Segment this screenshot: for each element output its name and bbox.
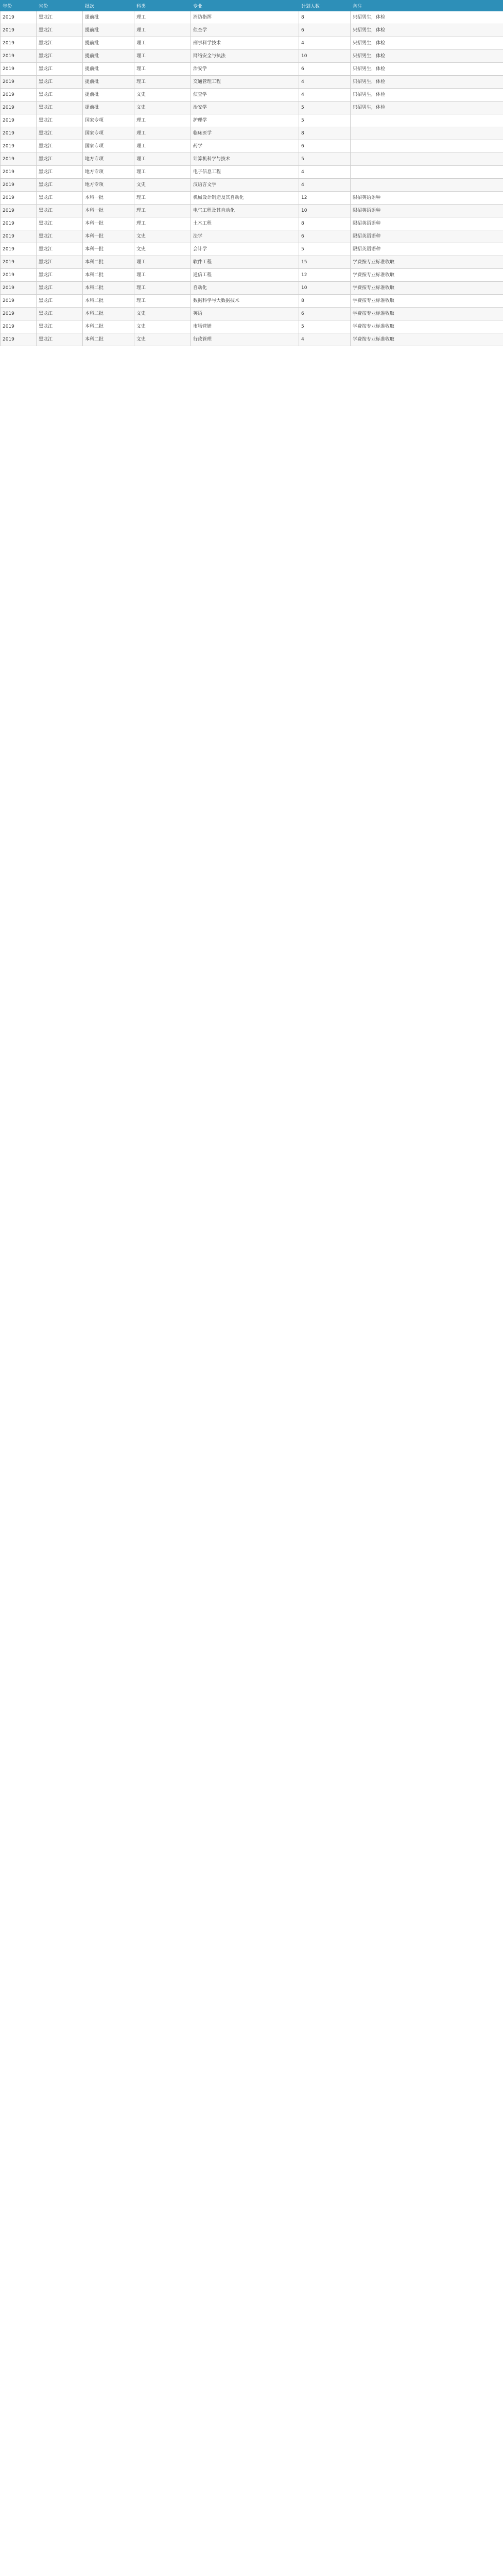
- cell-category: 理工: [134, 217, 191, 230]
- cell-remarks: 只招男生，体检: [351, 50, 503, 63]
- cell-remarks: 只招男生，体检: [351, 76, 503, 89]
- cell-year: 2019: [1, 308, 37, 320]
- cell-plan-count: 4: [299, 89, 351, 101]
- cell-category: 文史: [134, 230, 191, 243]
- cell-category: 文史: [134, 308, 191, 320]
- cell-remarks: 学费按专业标准收取: [351, 320, 503, 333]
- table-row: [1, 153, 503, 166]
- cell-batch: 国家专项: [83, 140, 134, 153]
- table-header: [1, 1, 503, 11]
- table-row: [1, 11, 503, 24]
- table-row: [1, 89, 503, 101]
- cell-category: 理工: [134, 256, 191, 269]
- cell-batch: 地方专项: [83, 153, 134, 166]
- cell-category: 理工: [134, 140, 191, 153]
- cell-remarks: 学费按专业标准收取: [351, 282, 503, 295]
- cell-province: 黑龙江: [37, 140, 83, 153]
- cell-remarks: 学费按专业标准收取: [351, 333, 503, 346]
- cell-plan-count: 10: [299, 205, 351, 217]
- header-remarks: 备注: [351, 1, 503, 11]
- cell-remarks: [351, 153, 503, 166]
- cell-major: 网络安全与执法: [191, 50, 299, 63]
- table-row: [1, 179, 503, 192]
- cell-category: 理工: [134, 295, 191, 308]
- cell-category: 文史: [134, 179, 191, 192]
- cell-major: 法学: [191, 230, 299, 243]
- cell-batch: 提前批: [83, 37, 134, 50]
- table-row: [1, 320, 503, 333]
- header-major: 专业: [191, 1, 299, 11]
- cell-year: 2019: [1, 153, 37, 166]
- table-body: [1, 11, 503, 346]
- cell-batch: 本科二批: [83, 333, 134, 346]
- cell-province: 黑龙江: [37, 50, 83, 63]
- cell-plan-count: 8: [299, 11, 351, 24]
- cell-category: 理工: [134, 166, 191, 179]
- cell-plan-count: 6: [299, 308, 351, 320]
- cell-province: 黑龙江: [37, 333, 83, 346]
- cell-plan-count: 8: [299, 295, 351, 308]
- cell-batch: 本科二批: [83, 320, 134, 333]
- cell-plan-count: 8: [299, 127, 351, 140]
- cell-major: 治安学: [191, 101, 299, 114]
- cell-category: 理工: [134, 282, 191, 295]
- cell-year: 2019: [1, 333, 37, 346]
- cell-major: 自动化: [191, 282, 299, 295]
- cell-province: 黑龙江: [37, 63, 83, 76]
- cell-plan-count: 6: [299, 230, 351, 243]
- cell-province: 黑龙江: [37, 192, 83, 205]
- cell-batch: 本科一批: [83, 243, 134, 256]
- cell-province: 黑龙江: [37, 179, 83, 192]
- cell-major: 英语: [191, 308, 299, 320]
- cell-plan-count: 5: [299, 101, 351, 114]
- cell-province: 黑龙江: [37, 320, 83, 333]
- cell-batch: 提前批: [83, 63, 134, 76]
- cell-year: 2019: [1, 179, 37, 192]
- cell-remarks: 只招男生，体检: [351, 24, 503, 37]
- cell-batch: 地方专项: [83, 166, 134, 179]
- cell-year: 2019: [1, 217, 37, 230]
- cell-category: 理工: [134, 205, 191, 217]
- cell-category: 理工: [134, 50, 191, 63]
- cell-year: 2019: [1, 50, 37, 63]
- cell-year: 2019: [1, 282, 37, 295]
- table-row: [1, 333, 503, 346]
- table-row: [1, 269, 503, 282]
- cell-batch: 提前批: [83, 76, 134, 89]
- cell-province: 黑龙江: [37, 11, 83, 24]
- cell-remarks: 只招男生，体检: [351, 101, 503, 114]
- table-row: [1, 217, 503, 230]
- cell-plan-count: 4: [299, 166, 351, 179]
- cell-year: 2019: [1, 37, 37, 50]
- cell-province: 黑龙江: [37, 89, 83, 101]
- cell-category: 文史: [134, 101, 191, 114]
- cell-remarks: 只招男生，体检: [351, 37, 503, 50]
- table-row: [1, 166, 503, 179]
- cell-province: 黑龙江: [37, 282, 83, 295]
- table-row: [1, 50, 503, 63]
- cell-year: 2019: [1, 89, 37, 101]
- cell-category: 理工: [134, 63, 191, 76]
- cell-major: 机械设计制造及其自动化: [191, 192, 299, 205]
- cell-year: 2019: [1, 127, 37, 140]
- cell-major: 药学: [191, 140, 299, 153]
- cell-year: 2019: [1, 140, 37, 153]
- cell-batch: 本科二批: [83, 269, 134, 282]
- enrollment-plan-table: [0, 0, 503, 346]
- cell-remarks: 学费按专业标准收取: [351, 295, 503, 308]
- cell-plan-count: 4: [299, 76, 351, 89]
- cell-year: 2019: [1, 243, 37, 256]
- cell-province: 黑龙江: [37, 230, 83, 243]
- cell-category: 文史: [134, 333, 191, 346]
- table-row: [1, 24, 503, 37]
- cell-plan-count: 4: [299, 37, 351, 50]
- cell-category: 理工: [134, 153, 191, 166]
- header-batch: 批次: [83, 1, 134, 11]
- cell-batch: 本科二批: [83, 256, 134, 269]
- cell-year: 2019: [1, 192, 37, 205]
- cell-province: 黑龙江: [37, 243, 83, 256]
- cell-remarks: 只招男生，体检: [351, 11, 503, 24]
- table-row: [1, 140, 503, 153]
- cell-province: 黑龙江: [37, 76, 83, 89]
- cell-remarks: 限招英语语种: [351, 192, 503, 205]
- table-row: [1, 295, 503, 308]
- cell-plan-count: 8: [299, 217, 351, 230]
- cell-province: 黑龙江: [37, 114, 83, 127]
- table-row: [1, 192, 503, 205]
- cell-remarks: 学费按专业标准收取: [351, 269, 503, 282]
- cell-major: 市场营销: [191, 320, 299, 333]
- cell-category: 理工: [134, 269, 191, 282]
- table-row: [1, 76, 503, 89]
- cell-remarks: 学费按专业标准收取: [351, 308, 503, 320]
- cell-batch: 本科一批: [83, 230, 134, 243]
- cell-year: 2019: [1, 205, 37, 217]
- cell-year: 2019: [1, 101, 37, 114]
- cell-province: 黑龙江: [37, 308, 83, 320]
- cell-remarks: 限招英语语种: [351, 230, 503, 243]
- cell-major: 软件工程: [191, 256, 299, 269]
- cell-year: 2019: [1, 230, 37, 243]
- table-row: [1, 114, 503, 127]
- table-row: [1, 205, 503, 217]
- cell-remarks: [351, 179, 503, 192]
- table-row: [1, 243, 503, 256]
- cell-batch: 提前批: [83, 101, 134, 114]
- cell-remarks: 限招英语语种: [351, 243, 503, 256]
- cell-major: 电子信息工程: [191, 166, 299, 179]
- cell-remarks: [351, 114, 503, 127]
- cell-category: 理工: [134, 24, 191, 37]
- cell-year: 2019: [1, 11, 37, 24]
- cell-plan-count: 12: [299, 192, 351, 205]
- cell-year: 2019: [1, 269, 37, 282]
- cell-major: 计算机科学与技术: [191, 153, 299, 166]
- cell-year: 2019: [1, 295, 37, 308]
- cell-batch: 本科一批: [83, 205, 134, 217]
- header-plan-count: 计划人数: [299, 1, 351, 11]
- cell-batch: 提前批: [83, 24, 134, 37]
- cell-batch: 提前批: [83, 50, 134, 63]
- cell-category: 理工: [134, 37, 191, 50]
- cell-batch: 本科二批: [83, 282, 134, 295]
- cell-batch: 本科二批: [83, 308, 134, 320]
- cell-major: 汉语言文学: [191, 179, 299, 192]
- cell-province: 黑龙江: [37, 166, 83, 179]
- cell-plan-count: 5: [299, 153, 351, 166]
- cell-remarks: [351, 140, 503, 153]
- cell-year: 2019: [1, 24, 37, 37]
- table-row: [1, 230, 503, 243]
- cell-plan-count: 5: [299, 114, 351, 127]
- cell-plan-count: 12: [299, 269, 351, 282]
- header-province: 省份: [37, 1, 83, 11]
- cell-batch: 国家专项: [83, 114, 134, 127]
- cell-plan-count: 10: [299, 50, 351, 63]
- cell-province: 黑龙江: [37, 295, 83, 308]
- cell-major: 行政管理: [191, 333, 299, 346]
- cell-year: 2019: [1, 76, 37, 89]
- table-row: [1, 101, 503, 114]
- cell-year: 2019: [1, 256, 37, 269]
- cell-major: 交通管理工程: [191, 76, 299, 89]
- cell-remarks: 只招男生，体检: [351, 89, 503, 101]
- cell-province: 黑龙江: [37, 37, 83, 50]
- cell-plan-count: 10: [299, 282, 351, 295]
- cell-plan-count: 6: [299, 140, 351, 153]
- table-row: [1, 63, 503, 76]
- cell-province: 黑龙江: [37, 24, 83, 37]
- cell-province: 黑龙江: [37, 101, 83, 114]
- cell-category: 理工: [134, 76, 191, 89]
- cell-major: 土木工程: [191, 217, 299, 230]
- cell-batch: 本科二批: [83, 295, 134, 308]
- cell-plan-count: 6: [299, 63, 351, 76]
- cell-category: 文史: [134, 320, 191, 333]
- cell-remarks: [351, 166, 503, 179]
- cell-plan-count: 5: [299, 320, 351, 333]
- cell-province: 黑龙江: [37, 256, 83, 269]
- cell-province: 黑龙江: [37, 153, 83, 166]
- header-row: [1, 1, 503, 11]
- cell-category: 理工: [134, 114, 191, 127]
- cell-year: 2019: [1, 320, 37, 333]
- cell-category: 理工: [134, 11, 191, 24]
- cell-batch: 提前批: [83, 89, 134, 101]
- cell-year: 2019: [1, 63, 37, 76]
- cell-category: 理工: [134, 192, 191, 205]
- cell-remarks: 学费按专业标准收取: [351, 256, 503, 269]
- cell-major: 治安学: [191, 63, 299, 76]
- cell-major: 侦查学: [191, 89, 299, 101]
- cell-year: 2019: [1, 114, 37, 127]
- cell-major: 电气工程及其自动化: [191, 205, 299, 217]
- cell-batch: 国家专项: [83, 127, 134, 140]
- cell-major: 刑事科学技术: [191, 37, 299, 50]
- header-category: 科类: [134, 1, 191, 11]
- cell-province: 黑龙江: [37, 217, 83, 230]
- table-row: [1, 308, 503, 320]
- cell-province: 黑龙江: [37, 205, 83, 217]
- cell-major: 数据科学与大数据技术: [191, 295, 299, 308]
- cell-major: 护理学: [191, 114, 299, 127]
- cell-remarks: 限招英语语种: [351, 217, 503, 230]
- cell-plan-count: 15: [299, 256, 351, 269]
- table-row: [1, 127, 503, 140]
- cell-major: 会计学: [191, 243, 299, 256]
- table-row: [1, 256, 503, 269]
- cell-province: 黑龙江: [37, 127, 83, 140]
- cell-plan-count: 4: [299, 179, 351, 192]
- header-year: 年份: [1, 1, 37, 11]
- cell-remarks: 只招男生，体检: [351, 63, 503, 76]
- cell-category: 文史: [134, 243, 191, 256]
- cell-batch: 本科一批: [83, 217, 134, 230]
- table-row: [1, 37, 503, 50]
- cell-batch: 本科一批: [83, 192, 134, 205]
- cell-major: 通信工程: [191, 269, 299, 282]
- cell-year: 2019: [1, 166, 37, 179]
- cell-plan-count: 5: [299, 243, 351, 256]
- table-row: [1, 282, 503, 295]
- cell-major: 侦查学: [191, 24, 299, 37]
- cell-major: 临床医学: [191, 127, 299, 140]
- cell-batch: 提前批: [83, 11, 134, 24]
- cell-major: 消防指挥: [191, 11, 299, 24]
- cell-remarks: 限招英语语种: [351, 205, 503, 217]
- cell-remarks: [351, 127, 503, 140]
- cell-category: 理工: [134, 127, 191, 140]
- cell-batch: 地方专项: [83, 179, 134, 192]
- cell-plan-count: 6: [299, 24, 351, 37]
- cell-plan-count: 4: [299, 333, 351, 346]
- cell-category: 文史: [134, 89, 191, 101]
- cell-province: 黑龙江: [37, 269, 83, 282]
